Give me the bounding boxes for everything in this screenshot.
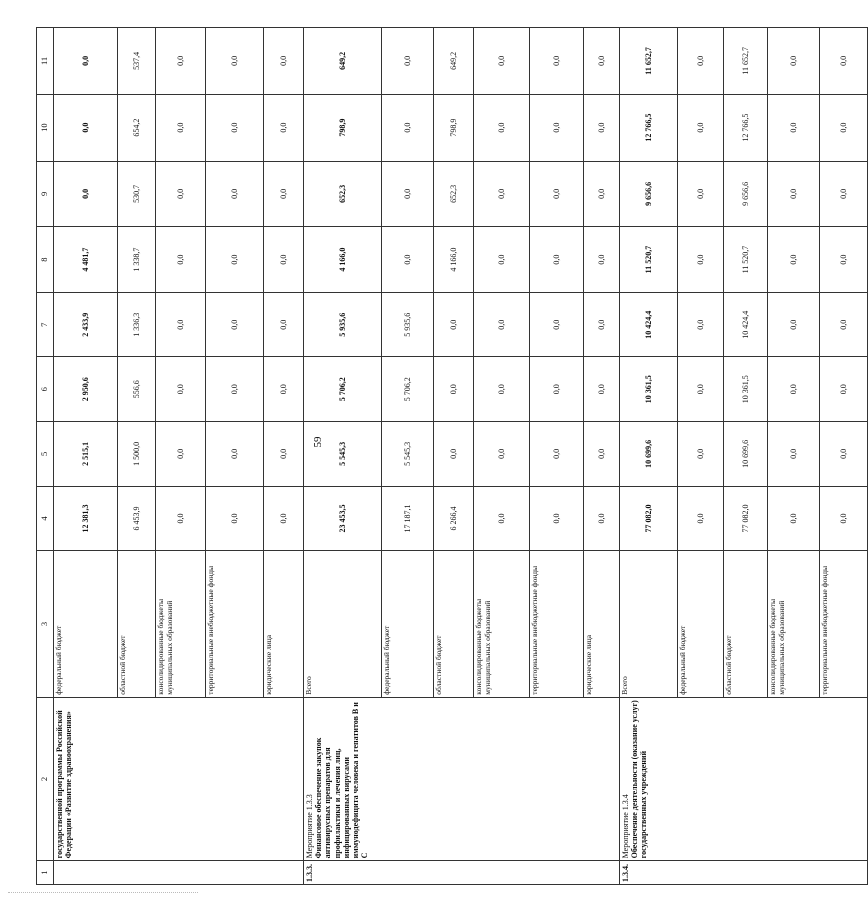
section-title-line: Мероприятие 1.3.3 (305, 794, 314, 859)
value-cell: 10 699,6 (724, 422, 768, 487)
value-cell: 652,3 (434, 161, 474, 227)
value-cell: 0,0 (530, 227, 584, 293)
value-cell: 4 166,0 (434, 227, 474, 293)
header-cell: 7 (37, 292, 54, 357)
value-cell: 17 187,1 (382, 486, 434, 551)
value-cell: 0,0 (584, 292, 620, 357)
value-cell: 0,0 (264, 357, 304, 422)
value-cell: 0,0 (768, 227, 820, 293)
value-cell: 0,0 (678, 486, 724, 551)
section-title-line: Мероприятие 1.3.4 (621, 794, 630, 859)
value-cell: 798,9 (304, 94, 382, 161)
value-cell: 0,0 (382, 227, 434, 293)
value-cell: 798,9 (434, 94, 474, 161)
value-cell: 0,0 (678, 357, 724, 422)
section-code: 1.3.3. (304, 861, 620, 885)
value-cell: 0,0 (584, 227, 620, 293)
section-title-line: государственной программы Российской Федерации «Развитие здравоохранения» (55, 710, 74, 859)
value-cell: 77 082,0 (620, 486, 678, 551)
value-cell: 4 166,0 (304, 227, 382, 293)
value-cell: 10 699,6 (620, 422, 678, 487)
value-cell: 10 424,4 (724, 292, 768, 357)
value-cell: 10 361,5 (724, 357, 768, 422)
value-cell: 0,0 (768, 161, 820, 227)
value-cell: 23 453,5 (304, 486, 382, 551)
value-cell: 0,0 (264, 292, 304, 357)
value-cell: 5 935,6 (304, 292, 382, 357)
funding-source: федеральный бюджет (678, 551, 724, 697)
value-cell: 0,0 (206, 227, 264, 293)
value-cell: 0,0 (678, 292, 724, 357)
value-cell: 0,0 (264, 28, 304, 95)
value-cell: 0,0 (584, 357, 620, 422)
value-cell: 11 652,7 (620, 28, 678, 95)
value-cell: 0,0 (156, 94, 206, 161)
value-cell: 0,0 (474, 28, 530, 95)
value-cell: 0,0 (264, 422, 304, 487)
value-cell: 0,0 (768, 357, 820, 422)
value-cell: 0,0 (768, 28, 820, 95)
value-cell: 0,0 (584, 94, 620, 161)
value-cell: 0,0 (156, 292, 206, 357)
value-cell: 6 266,4 (434, 486, 474, 551)
value-cell: 0,0 (474, 292, 530, 357)
funding-source: областной бюджет (118, 551, 156, 697)
value-cell: 0,0 (530, 422, 584, 487)
value-cell: 0,0 (530, 94, 584, 161)
value-cell: 530,7 (118, 161, 156, 227)
page-number: 59 (312, 436, 324, 448)
value-cell: 77 082,0 (724, 486, 768, 551)
section-title (620, 697, 868, 861)
funding-source: консолидированные бюджеты муниципальных образований (768, 551, 820, 697)
header-cell: 3 (37, 551, 54, 697)
value-cell: 0,0 (156, 486, 206, 551)
value-cell: 0,0 (156, 161, 206, 227)
value-cell: 0,0 (206, 28, 264, 95)
value-cell: 0,0 (264, 161, 304, 227)
value-cell: 0,0 (678, 28, 724, 95)
value-cell: 0,0 (264, 486, 304, 551)
value-cell: 11 652,7 (724, 28, 768, 95)
header-cell: 8 (37, 227, 54, 293)
scan-edge-marks (8, 890, 198, 893)
header-cell: 6 (37, 357, 54, 422)
value-cell: 0,0 (474, 94, 530, 161)
header-cell: 9 (37, 161, 54, 227)
value-cell: 0,0 (820, 161, 868, 227)
value-cell: 0,0 (206, 292, 264, 357)
value-cell: 0,0 (820, 422, 868, 487)
value-cell: 11 520,7 (724, 227, 768, 293)
value-cell: 0,0 (434, 422, 474, 487)
value-cell: 0,0 (820, 28, 868, 95)
value-cell: 2 515,1 (54, 422, 118, 487)
value-cell: 0,0 (206, 486, 264, 551)
funding-source: Всего (620, 551, 678, 697)
section-title-line: Финансовое обеспечение закупок антивирусных препаратов для профилактики и лечения лиц, инфицированных вирусами иммунодефицита человека и гепатитов В и С (314, 702, 370, 859)
rotated-page (36, 27, 848, 885)
value-cell: 649,2 (304, 28, 382, 95)
value-cell: 0,0 (768, 422, 820, 487)
value-cell: 0,0 (206, 422, 264, 487)
section-title-line: Обеспечение деятельности (оказание услуг) государственных учреждений (630, 700, 649, 859)
value-cell: 537,4 (118, 28, 156, 95)
value-cell: 0,0 (54, 94, 118, 161)
value-cell: 10 361,5 (620, 357, 678, 422)
value-cell: 0,0 (678, 227, 724, 293)
funding-source: юридические лица (584, 551, 620, 697)
value-cell: 0,0 (54, 161, 118, 227)
header-cell: 11 (37, 28, 54, 95)
value-cell: 556,6 (118, 357, 156, 422)
table-row (620, 28, 678, 885)
value-cell: 0,0 (530, 486, 584, 551)
value-cell: 0,0 (156, 227, 206, 293)
value-cell: 11 520,7 (620, 227, 678, 293)
value-cell: 0,0 (434, 357, 474, 422)
value-cell: 12 766,5 (724, 94, 768, 161)
value-cell: 5 545,3 (304, 422, 382, 487)
value-cell: 0,0 (264, 227, 304, 293)
header-cell: 1 (37, 861, 54, 885)
value-cell: 0,0 (584, 161, 620, 227)
value-cell: 1 500,0 (118, 422, 156, 487)
funding-source: юридические лица (264, 551, 304, 697)
value-cell: 1 336,3 (118, 292, 156, 357)
funding-source: консолидированные бюджеты муниципальных образований (474, 551, 530, 697)
value-cell: 0,0 (678, 94, 724, 161)
value-cell: 0,0 (584, 486, 620, 551)
value-cell: 652,3 (304, 161, 382, 227)
funding-source: Всего (304, 551, 382, 697)
section-title (54, 697, 304, 861)
value-cell: 649,2 (434, 28, 474, 95)
table-row (54, 28, 118, 885)
funding-source: областной бюджет (724, 551, 768, 697)
value-cell: 0,0 (768, 292, 820, 357)
funding-source: областной бюджет (434, 551, 474, 697)
funding-source: федеральный бюджет (54, 551, 118, 697)
header-row (37, 28, 54, 885)
funding-source: федеральный бюджет (382, 551, 434, 697)
funding-source: консолидированные бюджеты муниципальных образований (156, 551, 206, 697)
funding-source: территориальные внебюджетные фонды (530, 551, 584, 697)
value-cell: 0,0 (530, 28, 584, 95)
section-title (304, 697, 620, 861)
value-cell: 0,0 (54, 28, 118, 95)
value-cell: 6 453,9 (118, 486, 156, 551)
funding-source: территориальные внебюджетные фонды (206, 551, 264, 697)
value-cell: 0,0 (584, 28, 620, 95)
value-cell: 0,0 (820, 94, 868, 161)
header-cell: 4 (37, 486, 54, 551)
table-row (304, 28, 382, 885)
value-cell: 0,0 (382, 94, 434, 161)
value-cell: 10 424,4 (620, 292, 678, 357)
funding-source: территориальные внебюджетные фонды (820, 551, 868, 697)
value-cell: 0,0 (434, 292, 474, 357)
value-cell: 0,0 (382, 28, 434, 95)
value-cell: 9 656,6 (724, 161, 768, 227)
value-cell: 0,0 (474, 422, 530, 487)
value-cell: 0,0 (474, 227, 530, 293)
value-cell: 12 381,3 (54, 486, 118, 551)
table-body (37, 28, 868, 885)
value-cell: 9 656,6 (620, 161, 678, 227)
value-cell: 0,0 (530, 357, 584, 422)
header-cell: 10 (37, 94, 54, 161)
header-cell: 2 (37, 697, 54, 861)
value-cell: 0,0 (678, 422, 724, 487)
value-cell: 1 338,7 (118, 227, 156, 293)
value-cell: 5 706,2 (382, 357, 434, 422)
value-cell: 654,2 (118, 94, 156, 161)
value-cell: 0,0 (474, 161, 530, 227)
value-cell: 0,0 (156, 422, 206, 487)
value-cell: 0,0 (584, 422, 620, 487)
value-cell: 0,0 (156, 357, 206, 422)
budget-table (36, 27, 868, 885)
value-cell: 0,0 (768, 94, 820, 161)
value-cell: 0,0 (768, 486, 820, 551)
value-cell: 5 935,6 (382, 292, 434, 357)
value-cell: 0,0 (820, 357, 868, 422)
value-cell: 0,0 (820, 292, 868, 357)
value-cell: 5 706,2 (304, 357, 382, 422)
value-cell: 0,0 (382, 161, 434, 227)
value-cell: 12 766,5 (620, 94, 678, 161)
value-cell: 0,0 (206, 161, 264, 227)
value-cell: 0,0 (474, 357, 530, 422)
value-cell: 2 950,6 (54, 357, 118, 422)
section-code: 1.3.4. (620, 861, 868, 885)
value-cell: 0,0 (820, 227, 868, 293)
value-cell: 2 433,9 (54, 292, 118, 357)
value-cell: 0,0 (474, 486, 530, 551)
header-cell: 5 (37, 422, 54, 487)
value-cell: 0,0 (678, 161, 724, 227)
value-cell: 0,0 (156, 28, 206, 95)
value-cell: 0,0 (206, 94, 264, 161)
section-code (54, 861, 304, 885)
value-cell: 0,0 (820, 486, 868, 551)
value-cell: 0,0 (206, 357, 264, 422)
value-cell: 0,0 (264, 94, 304, 161)
value-cell: 0,0 (530, 161, 584, 227)
value-cell: 5 545,3 (382, 422, 434, 487)
value-cell: 0,0 (530, 292, 584, 357)
value-cell: 4 481,7 (54, 227, 118, 293)
